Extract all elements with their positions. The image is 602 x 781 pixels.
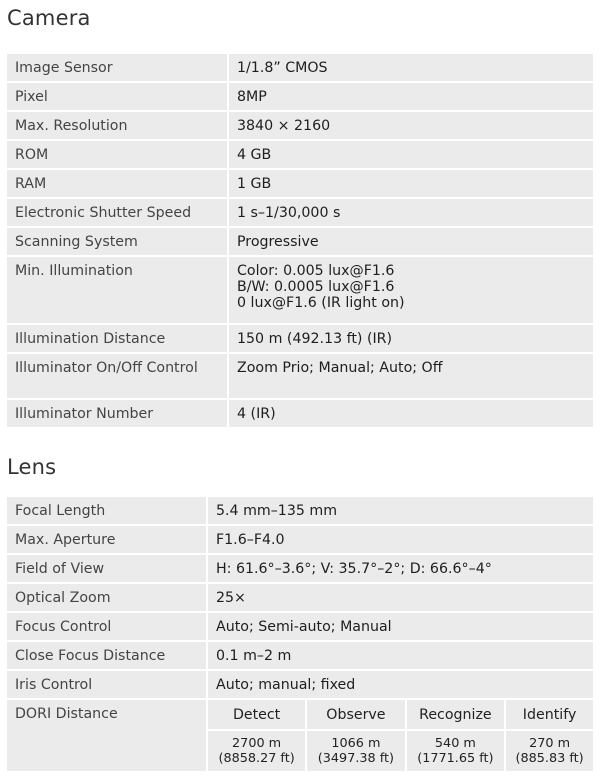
dori-table — [208, 700, 593, 771]
spec-label: Min. Illumination — [7, 257, 229, 323]
dori-value — [208, 730, 306, 771]
table-row — [7, 497, 593, 524]
dori-values-row — [208, 730, 593, 771]
spec-value: 8MP — [229, 83, 593, 110]
spec-label: RAM — [7, 170, 229, 197]
table-row — [7, 671, 593, 698]
dori-column-header: Identify — [505, 700, 593, 730]
camera-section-title: Camera — [7, 6, 91, 30]
table-row — [7, 199, 593, 226]
lens-spec-table — [7, 495, 593, 773]
spec-value: 1 s–1/30,000 s — [229, 199, 593, 226]
table-row — [7, 700, 593, 771]
table-row — [7, 170, 593, 197]
dori-value — [306, 730, 405, 771]
spec-value: Progressive — [229, 228, 593, 255]
spec-label: Close Focus Distance — [7, 642, 208, 669]
dori-value — [505, 730, 593, 771]
dori-cell — [208, 700, 593, 771]
table-row — [7, 83, 593, 110]
spec-value: 0.1 m–2 m — [208, 642, 593, 669]
spec-value: 4 (IR) — [229, 400, 593, 427]
spec-label: Electronic Shutter Speed — [7, 199, 229, 226]
spec-label: Focus Control — [7, 613, 208, 640]
spec-value: H: 61.6°–3.6°; V: 35.7°–2°; D: 66.6°–4° — [208, 555, 593, 582]
spec-value: 25× — [208, 584, 593, 611]
table-row — [7, 354, 593, 398]
spec-value: F1.6–F4.0 — [208, 526, 593, 553]
spec-value: Auto; manual; fixed — [208, 671, 593, 698]
spec-value — [229, 257, 593, 323]
dori-value-ft: (3497.38 ft) — [317, 751, 395, 766]
spec-value: 4 GB — [229, 141, 593, 168]
dori-column-header: Recognize — [406, 700, 505, 730]
dori-header-row — [208, 700, 593, 730]
spec-label: Pixel — [7, 83, 229, 110]
spec-value: Auto; Semi-auto; Manual — [208, 613, 593, 640]
camera-spec-table — [7, 52, 593, 429]
table-row — [7, 584, 593, 611]
spec-value: 1/1.8” CMOS — [229, 54, 593, 81]
table-row — [7, 228, 593, 255]
table-row — [7, 54, 593, 81]
spec-value: 3840 × 2160 — [229, 112, 593, 139]
spec-label: Scanning System — [7, 228, 229, 255]
spec-value: 1 GB — [229, 170, 593, 197]
spec-label: Max. Resolution — [7, 112, 229, 139]
spec-label: Illuminator Number — [7, 400, 229, 427]
table-row — [7, 112, 593, 139]
spec-label: Illumination Distance — [7, 325, 229, 352]
spec-value-line: 0 lux@F1.6 (IR light on) — [237, 295, 405, 311]
table-row — [7, 555, 593, 582]
dori-value-m: 1066 m — [331, 736, 381, 751]
table-row — [7, 257, 593, 323]
spec-label: Field of View — [7, 555, 208, 582]
table-row — [7, 325, 593, 352]
dori-column-header: Observe — [306, 700, 405, 730]
table-row — [7, 642, 593, 669]
spec-value: 5.4 mm–135 mm — [208, 497, 593, 524]
spec-label: Focal Length — [7, 497, 208, 524]
dori-value-ft: (885.83 ft) — [515, 751, 584, 766]
spec-value: 150 m (492.13 ft) (IR) — [229, 325, 593, 352]
table-row — [7, 526, 593, 553]
dori-value-ft: (8858.27 ft) — [218, 751, 295, 766]
dori-value-ft: (1771.65 ft) — [417, 751, 494, 766]
spec-value-line: Color: 0.005 lux@F1.6 — [237, 263, 395, 279]
spec-label: Image Sensor — [7, 54, 229, 81]
spec-label: Optical Zoom — [7, 584, 208, 611]
table-row — [7, 613, 593, 640]
spec-label: Max. Aperture — [7, 526, 208, 553]
spec-label: Illuminator On/Off Control — [7, 354, 229, 398]
dori-value — [406, 730, 505, 771]
spec-value-line: B/W: 0.0005 lux@F1.6 — [237, 279, 395, 295]
dori-value-m: 2700 m — [232, 736, 282, 751]
dori-value-m: 540 m — [434, 736, 476, 751]
table-row — [7, 141, 593, 168]
spec-label: Iris Control — [7, 671, 208, 698]
dori-label: DORI Distance — [7, 700, 208, 771]
table-row — [7, 400, 593, 427]
spec-value: Zoom Prio; Manual; Auto; Off — [229, 354, 593, 398]
spec-label: ROM — [7, 141, 229, 168]
dori-value-m: 270 m — [529, 736, 571, 751]
dori-column-header: Detect — [208, 700, 306, 730]
lens-section-title: Lens — [7, 455, 57, 479]
